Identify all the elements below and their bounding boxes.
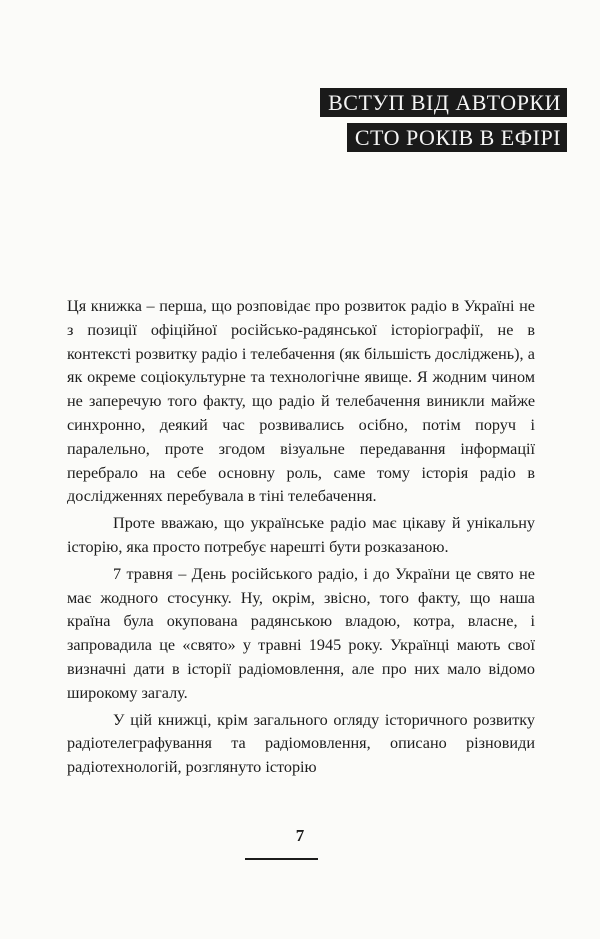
chapter-heading <box>320 88 567 152</box>
page-number: 7 <box>295 826 305 845</box>
body-text <box>67 295 535 780</box>
paragraph: У цій книжці, крім загального огляду історичного розвитку радіотелеграфування та радіомовлення, описано різновиди радіотехнологій, розглянуто історію <box>67 710 535 777</box>
heading-line-intro: ВСТУП ВІД АВТОРКИ <box>320 88 567 117</box>
paragraph: Ця книжка – перша, що розповідає про розвиток радіо в Україні не з позиції офіційної російсько-радянської історіографії, не в контексті розвитку радіо і телебачення (як більшість досліджень), а як окреме соціокультурне та технологічне явище. Я жодним чином не заперечую того факту, що радіо й телебачення виникли майже синхронно, деякий час розвивались осібно, потім поруч і паралельно, проте згодом візуальне передавання інформації перебрало на себе основну роль, саме тому історія радіо в дослідженнях перебувала в тіні телебачення. <box>67 297 535 506</box>
footer-rule <box>245 858 318 860</box>
paragraph: 7 травня – День російського радіо, і до України це свято не має жодного стосунку. Ну, окрім, звісно, того факту, що наша країна була окупована радянською владою, котра, власне, і запровадила це «свято» у травні 1945 року. Українці мають свої визначні дати в історії радіомовлення, але про них мало відомо широкому загалу. <box>67 564 535 702</box>
paragraph: Проте вважаю, що українське радіо має цікаву й унікальну історію, яка просто потребує нарешті бути розказаною. <box>67 514 535 556</box>
heading-line-title: СТО РОКІВ В ЕФІРІ <box>347 123 567 152</box>
